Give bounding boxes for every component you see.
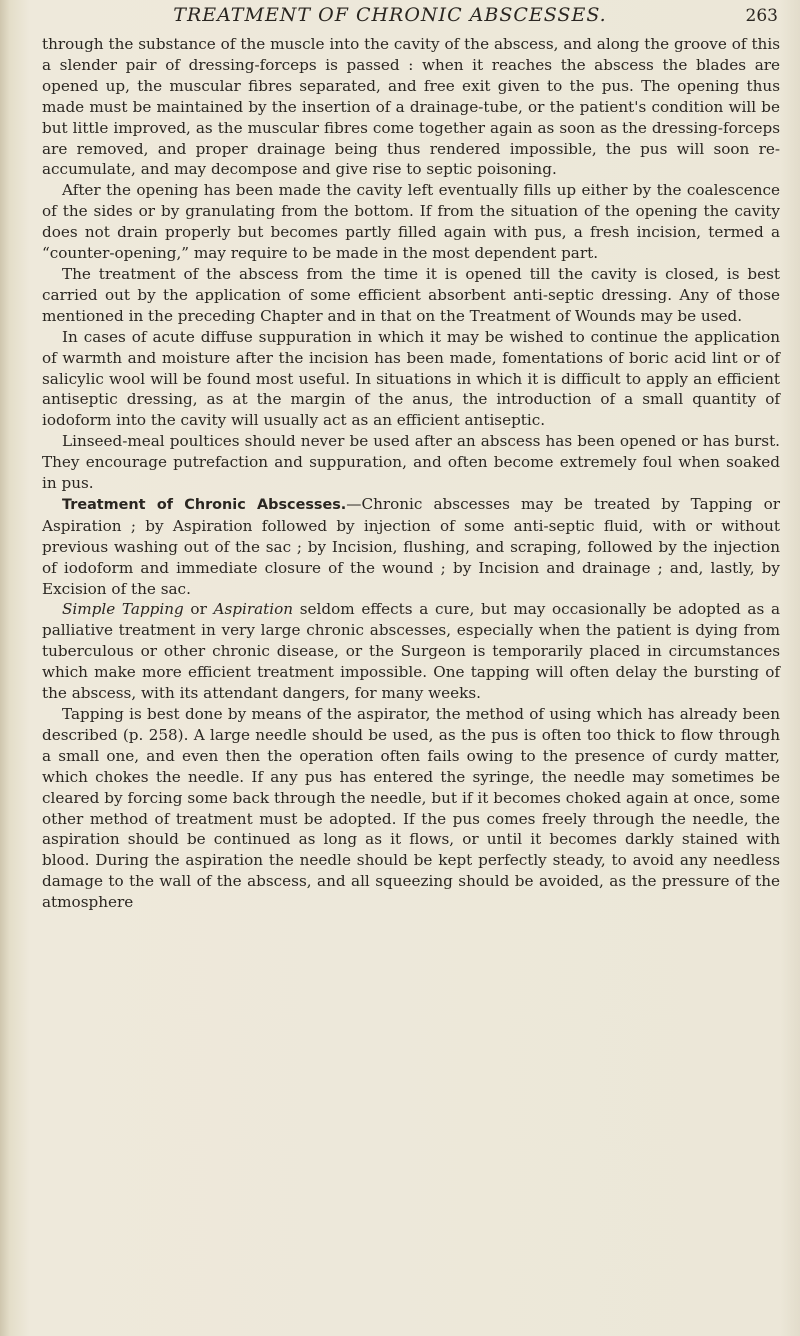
page-number: 263: [745, 6, 778, 26]
italic-term: Simple Tapping: [62, 600, 184, 619]
running-title: TREATMENT OF CHRONIC ABSCESSES.: [173, 4, 607, 26]
italic-term: Aspiration: [213, 600, 294, 619]
paragraph: [42, 599, 780, 704]
paragraph: After the opening has been made the cavity left eventually fills up either by the coalescence of the sides or by granulating from the bottom. If from the situation of the opening the cavity does not drain properly but becomes partly filled again with pus, a fresh incision, termed a “counter-opening,” may require to be made in the most dependent part.: [42, 181, 780, 263]
paragraph-text: or: [183, 600, 214, 619]
paragraph: [42, 494, 780, 600]
paragraph-text: —Chronic abscesses may be treated by Tapping or Aspiration ; by Aspiration followed by injection of some anti-septic fluid, with or without previous washing out of the sac ; by Incision, flushing, and scraping, followed by the injection of iodoform and immediate closure of the wound ; by Incision and drainage ; and, lastly, by Excision of the sac.: [42, 494, 780, 598]
body-text: [42, 34, 780, 913]
paragraph: Tapping is best done by means of the aspirator, the method of using which has already been described (p. 258). A large needle should be used, as the pus is often too thick to flow through a small one, and even then the operation often fails owing to the presence of curdy matter, which chokes the needle. If any pus has entered the syringe, the needle may sometimes be cleared by forcing some back through the needle, but if it becomes choked again at once, some other method of treatment must be adopted. If the pus comes freely through the needle, the aspiration should be continued as long as it flows, or until it becomes darkly stained with blood. During the aspiration the needle should be kept perfectly steady, to avoid any needless damage to the wall of the abscess, and all squeezing should be avoided, as the pressure of the atmosphere: [42, 705, 780, 912]
paragraph: through the substance of the muscle into the cavity of the abscess, and along the groove of this a slender pair of dressing-forceps is passed : when it reaches the abscess the blades are opened up, the muscular fibres separated, and free exit given to the pus. The opening thus made must be maintained by the insertion of a drainage-tube, or the patient's condition will be but little improved, as the muscular fibres come together again as soon as the dressing-forceps are removed, and proper drainage being thus rendered impossible, the pus will soon re-accumulate, and may decompose and give rise to septic poisoning.: [42, 35, 780, 179]
page-header: [0, 4, 800, 32]
paragraph: The treatment of the abscess from the time it is opened till the cavity is closed, is best carried out by the application of some efficient absorbent anti-septic dressing. Any of those mentioned in the preceding Chapter and in that on the Treatment of Wounds may be used.: [42, 264, 780, 325]
section-heading: Treatment of Chronic Abscesses.: [62, 496, 347, 513]
paragraph: Linseed-meal poultices should never be used after an abscess has been opened or has burst. They encourage putrefaction and suppuration, and often become extremely foul when soaked in pus.: [42, 432, 780, 493]
paragraph: In cases of acute diffuse suppuration in which it may be wished to continue the application of warmth and moisture after the incision has been made, fomentations of boric acid lint or of salicylic wool will be found most useful. In situations in which it is difficult to apply an efficient antiseptic dressing, as at the margin of the anus, the introduction of a small quantity of iodoform into the cavity will usually act as an efficient antiseptic.: [42, 327, 780, 430]
paragraph-text: seldom effects a cure, but may occasionally be adopted as a palliative treatment in very large chronic abscesses, especially when the patient is dying from tuberculous or other chronic disease, or the Surgeon is temporarily placed in circumstances which make more efficient treatment impossible. One tapping will often delay the bursting of the abscess, with its attendant dangers, for many weeks.: [42, 600, 781, 703]
